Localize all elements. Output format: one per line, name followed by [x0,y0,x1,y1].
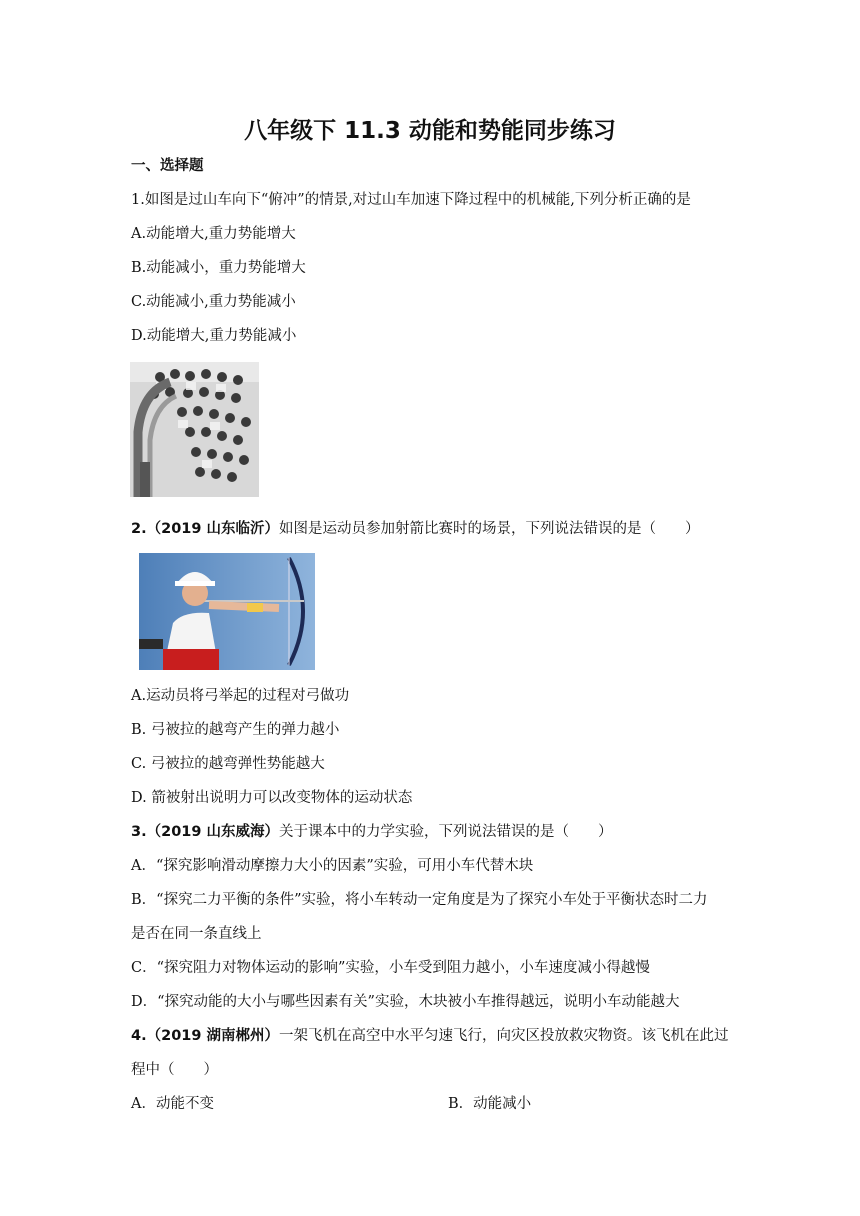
q3-stem: 关于课本中的力学实验，下列说法错误的是（ ） [279,824,613,840]
section-heading: 一、选择题 [131,158,204,174]
q2-number: 2. [131,521,147,537]
q3-stem-line [131,822,613,842]
q1-option-a: A.动能增大,重力势能增大 [131,226,296,242]
q2-stem-line [131,519,700,539]
q2-option-c: C. 弓被拉的越弯弹性势能越大 [131,756,325,772]
q1-stem: 1.如图是过山车向下“俯冲”的情景,对过山车加速下降过程中的机械能,下列分析正确的是 [131,192,691,208]
q2-option-a: A.运动员将弓举起的过程对弓做功 [131,688,350,704]
q4-source: （2019 湖南郴州） [146,1028,280,1044]
q2-source: （2019 山东临沂） [146,521,280,537]
q3-option-a: A．“探究影响滑动摩擦力大小的因素”实验，可用小车代替木块 [131,858,534,874]
q4-stem: 一架飞机在高空中水平匀速飞行，向灾区投放救灾物资。该飞机在此过 [279,1028,729,1044]
q3-option-d: D．“探究动能的大小与哪些因素有关”实验，木块被小车推得越远，说明小车动能越大 [131,994,680,1010]
q2-option-b: B. 弓被拉的越弯产生的弹力越小 [131,722,340,738]
roller-coaster-photo [130,362,259,497]
q1-option-c: C.动能减小,重力势能减小 [131,294,296,310]
q4-option-a: A．动能不变 [131,1096,214,1112]
q4-option-b: B．动能减小 [448,1096,532,1112]
q1-option-d: D.动能增大,重力势能减小 [131,328,297,344]
q4-stem-cont: 程中（ ） [131,1062,218,1078]
q3-option-b: B．“探究二力平衡的条件”实验，将小车转动一定角度是为了探究小车处于平衡状态时二力 [131,892,708,908]
q3-option-c: C．“探究阻力对物体运动的影响”实验，小车受到阻力越小，小车速度减小得越慢 [131,960,650,976]
page-title: 八年级下 11.3 动能和势能同步练习 [244,118,616,144]
q2-option-d: D. 箭被射出说明力可以改变物体的运动状态 [131,790,413,806]
q3-source: （2019 山东威海） [146,824,280,840]
q4-number: 4. [131,1028,147,1044]
q4-stem-line [131,1026,729,1046]
q2-stem: 如图是运动员参加射箭比赛时的场景，下列说法错误的是（ ） [279,521,700,537]
q1-option-b: B.动能减小，重力势能增大 [131,260,306,276]
q3-number: 3. [131,824,147,840]
archer-photo [139,553,315,670]
q3-option-b-cont: 是否在同一条直线上 [131,926,262,942]
